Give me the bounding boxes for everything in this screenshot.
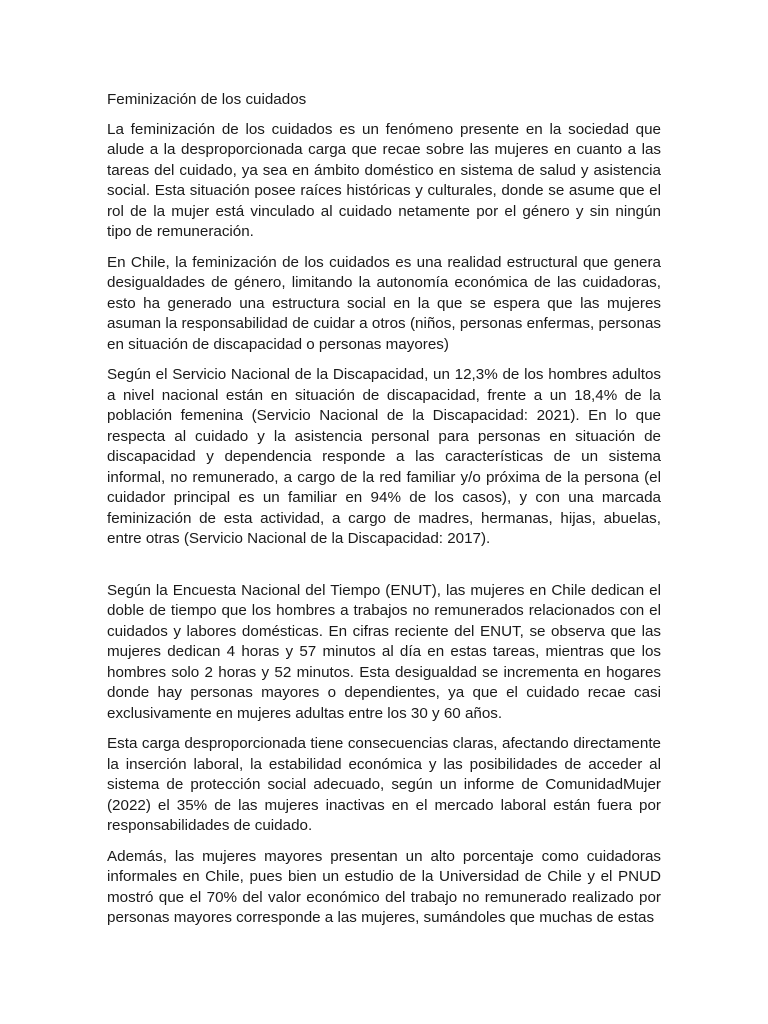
document-title: Feminización de los cuidados [107, 91, 307, 108]
paragraph-senadis: Según el Servicio Nacional de la Discapacidad, un 12,3% de los hombres adultos a nivel nacional están en situación de discapacidad, frente a un 18,4% de la población femenina (Servicio Nacional de la Discapacidad: 2021). En lo que respecta al cuidado y la asistencia personal para personas en situación de discapacidad y dependencia responde a las características de un sistema informal, no remunerado, a cargo de la red familiar y/o próxima de la persona (el cuidador principal es un familiar en 94% de los casos), y con una marcada feminización de esta actividad, a cargo de madres, hermanas, hijas, abuelas, entre otras (Servicio Nacional de la Discapacidad: 2017). [107, 366, 661, 547]
paragraph-intro: La feminización de los cuidados es un fenómeno presente en la sociedad que alude a la desproporcionada carga que recae sobre las mujeres en cuanto a las tareas del cuidado, ya sea en ámbito doméstico en sistema de salud y asistencia social. Esta situación posee raíces históricas y culturales, donde se asume que el rol de la mujer está vinculado al cuidado netamente por el género y sin ningún tipo de remuneración. [107, 120, 661, 240]
paragraph-chile: En Chile, la feminización de los cuidados es una realidad estructural que genera desigualdades de género, limitando la autonomía económica de las cuidadoras, esto ha generado una estructura social en la que se espera que las mujeres asuman la responsabilidad de cuidar a otros (niños, personas enfermas, personas en situación de discapacidad o personas mayores) [107, 253, 661, 353]
paragraph-older-women: Además, las mujeres mayores presentan un alto porcentaje como cuidadoras informales en Chile, pues bien un estudio de la Universidad de Chile y el PNUD mostró que el 70% del valor económico del trabajo no remunerado realizado por personas mayores corresponde a las mujeres, sumándoles que muchas de estas [107, 847, 661, 926]
paragraph-consequences: Esta carga desproporcionada tiene consecuencias claras, afectando directamente la inserción laboral, la estabilidad económica y las posibilidades de acceder al sistema de protección social adecuado, según un informe de ComunidadMujer (2022) el 35% de las mujeres inactivas en el mercado laboral están fuera por responsabilidades de cuidado. [107, 735, 661, 834]
paragraph-enut: Según la Encuesta Nacional del Tiempo (ENUT), las mujeres en Chile dedican el doble de tiempo que los hombres a trabajos no remunerados relacionados con el cuidados y labores domésticas. En cifras reciente del ENUT, se observa que las mujeres dedican 4 horas y 57 minutos al día en estas tareas, mientras que los hombres solo 2 horas y 52 minutos. Esta desigualdad se incrementa en hogares donde hay personas mayores o dependientes, ya que el cuidado recae casi exclusivamente en mujeres adultas entre los 30 y 60 años. [107, 581, 661, 722]
document-page [107, 90, 661, 939]
